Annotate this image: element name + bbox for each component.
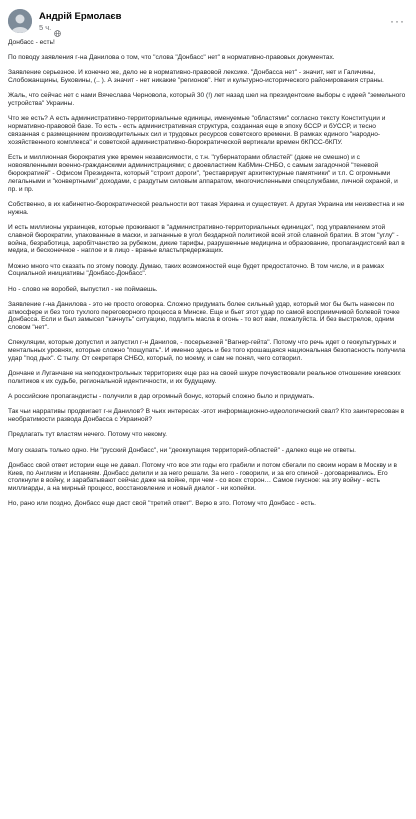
post-paragraph: Могу сказать только одно. Ни "русский Донбасс", ни "деоккупация территорий-областей" - далеко еще не ответы. <box>8 446 356 454</box>
post-paragraph: Заявление серьезное. И конечно же, дело не в нормативно-правовой лексике. "Донбасса нет" - значит, нет и Галичины, Слобожанщины, Буковины, (.. ). А значит - нет никакие "регионов". Нет и культурно-исторического районирования страны. <box>8 69 384 85</box>
post-paragraph: Но, рано или поздно, Донбасс еще даст свой "третий ответ". Верю в это. Потому что Донбасс - есть. <box>8 500 316 508</box>
post-paragraph: Донбасс - есть! <box>8 39 55 46</box>
post-paragraph: По поводу заявления г-на Данилова о том, что "слова "Донбасс" нет" в нормативно-правовых документах. <box>8 54 335 62</box>
user-silhouette-icon <box>8 9 32 33</box>
post-paragraph: Жаль, что сейчас нет с нами Вячеслава Черновола, который 30 (!) лет назад шел на президентские выборы с идеей "земельного устройства" Украины. <box>8 92 406 108</box>
avatar[interactable] <box>8 9 32 33</box>
globe-icon <box>54 24 61 31</box>
post-paragraph: Можно много что сказать по этому поводу. Думаю, таких возможностей еще будет предостаточно. В том числе, и в рамках Социальной инициативы "Донбасс-Донбасс". <box>8 262 384 278</box>
post-paragraph: А российские пропагандисты - получили в дар огромный бонус, который сложно было и придумать. <box>8 393 315 401</box>
post-paragraph: Но - слово не воробей, выпустил - не поймаешь. <box>8 285 158 293</box>
post-paragraph: Предлагать тут властям нечего. Потому что некому. <box>8 431 168 439</box>
post-paragraph: Спекуляции, которые допустил и запустил г-н Данилов, - посерьезней "Вагнер-гейта". Потому что речь идет о геокультурных и ментальных уровнях, которые сложно "пощупать". И именно здесь и без того крошащаяся национальная безопасность получила удар "под дых". С тылу. От секретаря СНБО, который, по моему, и сам не понял, чего сотворил. <box>8 339 406 363</box>
author-name[interactable]: Андрій Ермолаєв <box>39 10 122 22</box>
post-timestamp[interactable]: 5 ч. <box>39 22 52 32</box>
post-paragraph: Так чьи нарративы продвигает г-н Данилов? В чьих интересах -этот информационно-идеологический свал? Кто заинтересован в необратимости развода Донбасса с Украиной? <box>8 408 405 424</box>
time-row <box>39 23 387 32</box>
post-paragraph: Есть и миллионная бюрократия уже времен независимости, с т.н. "губернаторами областей" (даже не смешно) и с новоявленными военно-гражданскими администрациями; с двоевластием КабМин-СНБО, с самым загадочной "теневой бюрократией" - Офисом Президента, который "строит дороги", "реставрирует архитектурные памятники" и т.п. С огромными легальными и "конвертными" доходами, с раздутым силовым аппаратом, многочисленными спецслужбами, личной охраной, и пр. и пр. <box>8 154 398 193</box>
post-header <box>8 6 408 36</box>
post-paragraph: Дончане и Луганчане на неподконтрольных территориях еще раз на своей шкуре почувствовали реальное отношение киевских политиков к их судьбе, региональной идентичности, и их будущему. <box>8 370 401 386</box>
post-body <box>8 39 408 508</box>
post-paragraph: Что же есть? А есть административно-территориальные единицы, именуемые "областями" согласно тексту Конституции и нормативно-правовой базе. То есть - есть административная структура, созданная еще в эпоху бССР и бУССР, и тесно связанная с размещением производительных сил и трудовых ресурсов советского времени. В рамках единого "народно-хозяйственного комплекса" и советской административно-бюрократической вертикали времен бКПСС-бКПУ. <box>8 115 386 146</box>
post-paragraph: Собственно, в их кабинетно-бюрократической реальности вот такая Украина и существует. А другая Украина им неизвестна и не нужна. <box>8 200 405 216</box>
post-paragraph: И есть миллионы украинцев, которые проживают в "административно-территориальных единицах", под управлением этой славной бюрократии, упакованные в маски, и загнанные в угол бездарной политикой всей этой славной братии. В этом "углу" - война, безработица, заробітчанство за рубежом, дикие тарифы, разрушенные медицина и образование, пропагандистский вал в медиа, и бесконечное - наглое и в лицо - вранье властьпредержащих. <box>8 223 405 255</box>
post-paragraph: Заявление г-на Данилова - это не просто оговорка. Сложно придумать более сильный удар, который мог бы быть нанесен по атмосфере и без того тухлого переговорного процесса в Минске. Еще и бьет этот удар по самой восприимчивой болевой точке Донбасса. Если и был замысел "качнуть" ситуацию, подлить масла в огонь - то вот вам, пожалуйста. И без выстрелов, одним словом "нет". <box>8 300 400 332</box>
post-meta <box>39 11 387 32</box>
more-options-icon[interactable]: ··· <box>390 14 405 28</box>
post-paragraph: Донбасс свой ответ истории еще не давал. Потому что все эти годы его грабили и потом сбегали по своим норам в Москву и в Киев, по Англиям и Испаниям. Донбасс делили и за него решали. За него - говорили, и за его спиной - договаривались. Его столкнули в войну, и зарабатывают сейчас даже на войне, при чем - со всех сторон… Самое гнусное: на эту войну - есть миллиарды, а на мирный процесс, восстановление и новый диалог - ни копейки. <box>8 461 397 493</box>
